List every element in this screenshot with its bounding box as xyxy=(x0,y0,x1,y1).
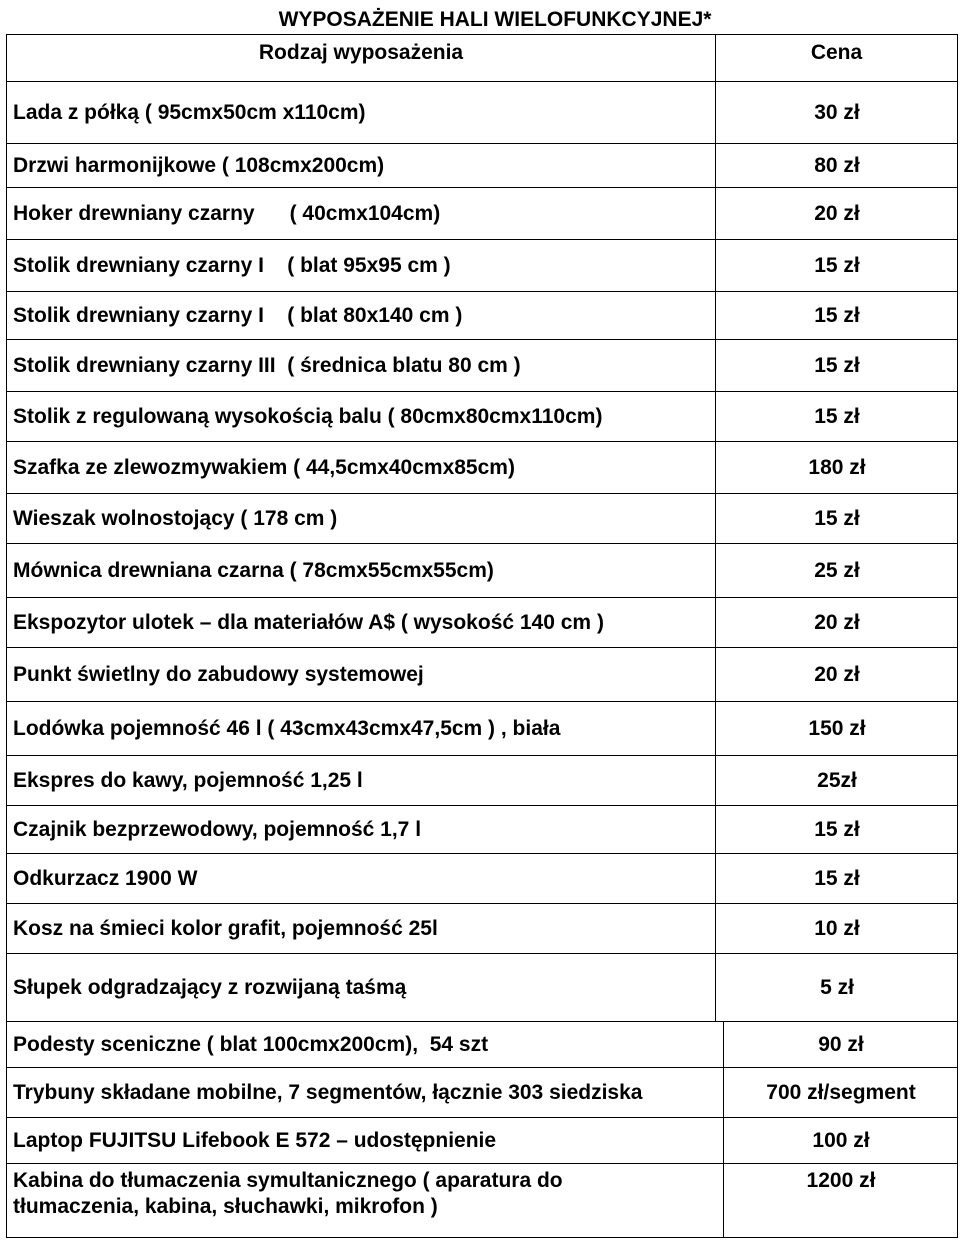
equipment-name-text: Trybuny składane mobilne, 7 segmentów, łącznie 303 siedziska xyxy=(13,1080,643,1104)
table-row xyxy=(6,144,958,188)
equipment-price: 150 zł xyxy=(715,702,958,755)
column-header-item: Rodzaj wyposażenia xyxy=(7,35,716,81)
equipment-price: 15 zł xyxy=(715,806,958,853)
equipment-name-text: Kabina do tłumaczenia symultanicznego ( aparatura do xyxy=(13,1169,563,1192)
equipment-name-text: Ekspres do kawy, pojemność 1,25 l xyxy=(13,768,363,792)
equipment-price: 20 zł xyxy=(715,598,958,647)
equipment-name-text: Lada z półką ( 95cmx50cm x110cm) xyxy=(13,100,366,124)
table-row xyxy=(6,240,958,292)
equipment-price: 15 zł xyxy=(715,240,958,291)
equipment-price: 15 zł xyxy=(715,392,958,441)
equipment-name-text: Punkt świetlny do zabudowy systemowej xyxy=(13,662,424,686)
table-row xyxy=(6,292,958,340)
equipment-name-text: Kosz na śmieci kolor grafit, pojemność 25l xyxy=(13,916,438,940)
equipment-name xyxy=(7,82,715,143)
equipment-price: 15 zł xyxy=(715,340,958,391)
table-row xyxy=(6,904,958,954)
equipment-price: 20 zł xyxy=(715,648,958,701)
equipment-name xyxy=(7,188,715,239)
table-row xyxy=(6,1164,958,1238)
table-row xyxy=(6,954,958,1022)
table-row xyxy=(6,598,958,648)
equipment-name-text: Stolik drewniany czarny III ( średnica blatu 80 cm ) xyxy=(13,353,521,377)
table-row xyxy=(6,442,958,494)
equipment-name xyxy=(7,292,715,339)
equipment-price: 25 zł xyxy=(715,544,958,597)
equipment-name xyxy=(7,494,715,543)
equipment-price: 20 zł xyxy=(715,188,958,239)
equipment-name-text: Laptop FUJITSU Lifebook E 572 – udostępnienie xyxy=(13,1128,497,1152)
table-row xyxy=(6,756,958,806)
document-title: WYPOSAŻENIE HALI WIELOFUNKCYJNEJ* xyxy=(278,8,712,31)
equipment-name-text: Lodówka pojemność 46 l ( 43cmx43cmx47,5cm ) , biała xyxy=(13,716,561,740)
equipment-price: 5 zł xyxy=(715,954,958,1021)
table-row xyxy=(6,82,958,144)
equipment-name xyxy=(7,756,715,805)
table-row xyxy=(6,702,958,756)
table-row xyxy=(6,340,958,392)
equipment-name xyxy=(7,1022,723,1067)
equipment-price: 30 zł xyxy=(715,82,958,143)
equipment-name-text: Odkurzacz 1900 W xyxy=(13,866,198,890)
equipment-name xyxy=(7,806,715,853)
table-row xyxy=(6,544,958,598)
equipment-name xyxy=(7,1164,723,1237)
equipment-name xyxy=(7,442,715,493)
equipment-name xyxy=(7,240,715,291)
equipment-name-text: Hoker drewniany czarny ( 40cmx104cm) xyxy=(13,201,441,225)
equipment-price: 15 zł xyxy=(715,292,958,339)
table-row xyxy=(6,392,958,442)
table-row xyxy=(6,806,958,854)
table-row xyxy=(6,494,958,544)
equipment-name xyxy=(7,1118,723,1163)
equipment-price: 15 zł xyxy=(715,854,958,903)
column-header-price: Cena xyxy=(810,41,863,64)
table-row xyxy=(6,1118,958,1164)
equipment-price: 100 zł xyxy=(723,1118,958,1163)
equipment-name-text: Szafka ze zlewozmywakiem ( 44,5cmx40cmx85cm) xyxy=(13,455,515,479)
equipment-price: 180 zł xyxy=(715,442,958,493)
equipment-name-text: Słupek odgradzający z rozwijaną taśmą xyxy=(13,975,407,999)
equipment-name-text: Mównica drewniana czarna ( 78cmx55cmx55cm) xyxy=(13,558,494,582)
equipment-name-text: Stolik drewniany czarny I ( blat 80x140 cm ) xyxy=(13,303,463,327)
equipment-name-text: Stolik z regulowaną wysokością balu ( 80cmx80cmx110cm) xyxy=(13,404,603,428)
equipment-name-text: Stolik drewniany czarny I ( blat 95x95 cm ) xyxy=(13,253,451,277)
equipment-name xyxy=(7,392,715,441)
equipment-name-text-line2: tłumaczenia, kabina, słuchawki, mikrofon ) xyxy=(13,1195,438,1218)
table-row xyxy=(6,188,958,240)
equipment-name xyxy=(7,702,715,755)
equipment-price: 700 zł/segment xyxy=(723,1068,958,1117)
table-row xyxy=(6,854,958,904)
table-header xyxy=(6,34,958,82)
equipment-price: 80 zł xyxy=(715,144,958,187)
equipment-price: 15 zł xyxy=(715,494,958,543)
equipment-name xyxy=(7,854,715,903)
equipment-price: 25zł xyxy=(715,756,958,805)
equipment-name xyxy=(7,544,715,597)
equipment-name-text: Podesty sceniczne ( blat 100cmx200cm), 54 szt xyxy=(13,1032,489,1056)
table-row xyxy=(6,1068,958,1118)
equipment-name xyxy=(7,954,715,1021)
equipment-price: 10 zł xyxy=(715,904,958,953)
equipment-name xyxy=(7,904,715,953)
equipment-name-text: Drzwi harmonijkowe ( 108cmx200cm) xyxy=(13,153,385,177)
equipment-name xyxy=(7,648,715,701)
equipment-name xyxy=(7,144,715,187)
table-row xyxy=(6,648,958,702)
equipment-price: 1200 zł xyxy=(723,1164,958,1237)
equipment-name xyxy=(7,1068,723,1117)
equipment-name-text: Wieszak wolnostojący ( 178 cm ) xyxy=(13,506,338,530)
table-row xyxy=(6,1022,958,1068)
equipment-price: 90 zł xyxy=(723,1022,958,1067)
equipment-name xyxy=(7,340,715,391)
equipment-name xyxy=(7,598,715,647)
equipment-name-text: Czajnik bezprzewodowy, pojemność 1,7 l xyxy=(13,817,422,841)
equipment-name-text: Ekspozytor ulotek – dla materiałów A$ ( wysokość 140 cm ) xyxy=(13,610,604,634)
